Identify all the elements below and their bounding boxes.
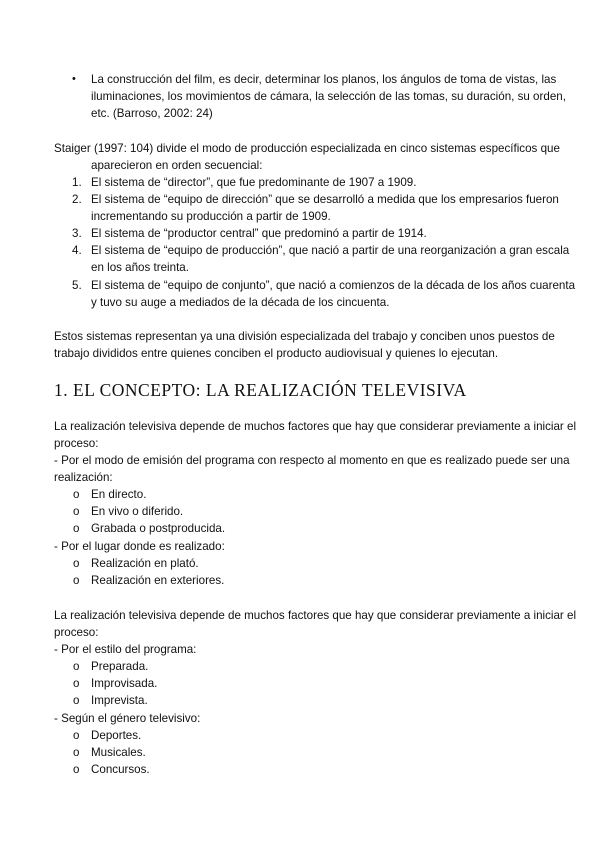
list-item [54,658,546,675]
text-line: iluminaciones, los movimientos de cámara, la selección de las tomas, su duración, su orden, [91,90,566,104]
list-item [54,486,546,503]
list-item-text: Concursos. [91,763,150,777]
block-b-criterion2 [54,710,546,727]
text-line: proceso: [54,626,99,640]
text-line: Staiger (1997: 104) divide el modo de producción especializada en cinco sistemas específicos que [54,142,560,155]
staiger-intro-paragraph [54,140,560,174]
sub-bullet-icon: o [73,763,80,777]
list-number: 5. [72,278,82,292]
list-item [54,191,559,225]
text-line: La realización televisiva depende de muchos factores que hay que considerar previamente a iniciar el [54,420,577,433]
list-item-text: Preparada. [91,660,149,673]
text-line: aparecieron en orden secuencial: [91,159,263,173]
list-number: 2. [72,193,82,207]
bullet-icon: • [72,73,76,85]
text-line: incrementando su producción a partir de 1909. [91,210,331,224]
sub-bullet-icon: o [73,505,80,519]
text-line: El sistema de “productor central” que predominó a partir de 1914. [91,227,427,241]
block-a-criterion1-list [54,486,546,537]
text-line: trabajo divididos entre quienes conciben el producto audiovisual y quienes lo ejecutan. [54,347,499,361]
text-line: - Según el género televisivo: [54,712,201,725]
list-item-text: Grabada o postproducida. [91,522,226,536]
list-item-text: Deportes. [91,729,142,742]
list-item [54,555,546,572]
text-line: El sistema de “equipo de conjunto”, que nació a comienzos de la década de los años cuarenta [91,278,576,292]
block-a-criterion2-list [54,555,546,589]
list-item [54,520,546,537]
text-line: Estos sistemas representan ya una división especializada del trabajo y conciben unos puestos de [54,330,555,343]
list-item-text: En directo. [91,488,147,501]
section-heading: 1. EL CONCEPTO: LA REALIZACIÓN TELEVISIVA [54,380,467,400]
list-item [54,242,570,276]
list-item-text: Improvisada. [91,677,158,691]
list-item [54,225,546,242]
systems-summary-paragraph [54,328,555,362]
sub-bullet-icon: o [73,677,80,691]
list-item-text: Imprevista. [91,694,148,708]
sub-bullet-icon: o [73,660,80,673]
sub-bullet-icon: o [73,746,80,760]
block-a-intro [54,418,577,486]
text-line: El sistema de “equipo de producción”, que nació a partir de una reorganización a gran escala [91,244,570,258]
sub-bullet-icon: o [73,729,80,742]
text-line: etc. (Barroso, 2002: 24) [91,107,213,121]
list-item-text: Musicales. [91,746,146,760]
list-item-text: Realización en plató. [91,557,199,570]
systems-list [54,174,576,311]
text-line: El sistema de “director”, que fue predominante de 1907 a 1909. [91,176,417,189]
text-line: El sistema de “equipo de dirección” que se desarrolló a medida que los empresarios fueron [91,193,559,207]
list-number: 1. [72,176,82,189]
list-item [54,277,576,311]
list-number: 4. [72,244,82,258]
list-item [54,744,546,761]
block-b-criterion1-list [54,658,546,709]
text-line: La construcción del film, es decir, determinar los planos, los ángulos de toma de vistas, las [91,73,557,86]
list-item [54,174,546,191]
list-item-text: Realización en exteriores. [91,574,225,588]
list-item [54,675,546,692]
text-line: proceso: [54,437,99,451]
sub-bullet-icon: o [73,694,80,708]
list-item-text: En vivo o diferido. [91,505,184,519]
list-item [54,727,546,744]
list-number: 3. [72,227,82,241]
sub-bullet-icon: o [73,557,80,570]
text-line: - Por el estilo del programa: [54,643,197,657]
list-item [54,761,546,778]
text-line: realización: [54,471,113,485]
list-item [54,503,546,520]
text-line: y tuvo su auge a mediados de la década de los cincuenta. [91,295,390,309]
list-item [54,572,546,589]
bullet-paragraph [91,71,566,122]
text-line: - Por el lugar donde es realizado: [54,540,225,553]
sub-bullet-icon: o [73,574,80,588]
block-b-intro [54,607,577,658]
list-item [54,692,546,709]
text-line: La realización televisiva depende de muchos factores que hay que considerar previamente a iniciar el [54,609,577,622]
text-line: en los años treinta. [91,261,189,275]
block-b-criterion2-list [54,727,546,778]
sub-bullet-icon: o [73,488,80,501]
sub-bullet-icon: o [73,522,80,536]
text-line: - Por el modo de emisión del programa con respecto al momento en que es realizado puede ser una [54,454,570,468]
block-a-criterion2 [54,538,546,555]
